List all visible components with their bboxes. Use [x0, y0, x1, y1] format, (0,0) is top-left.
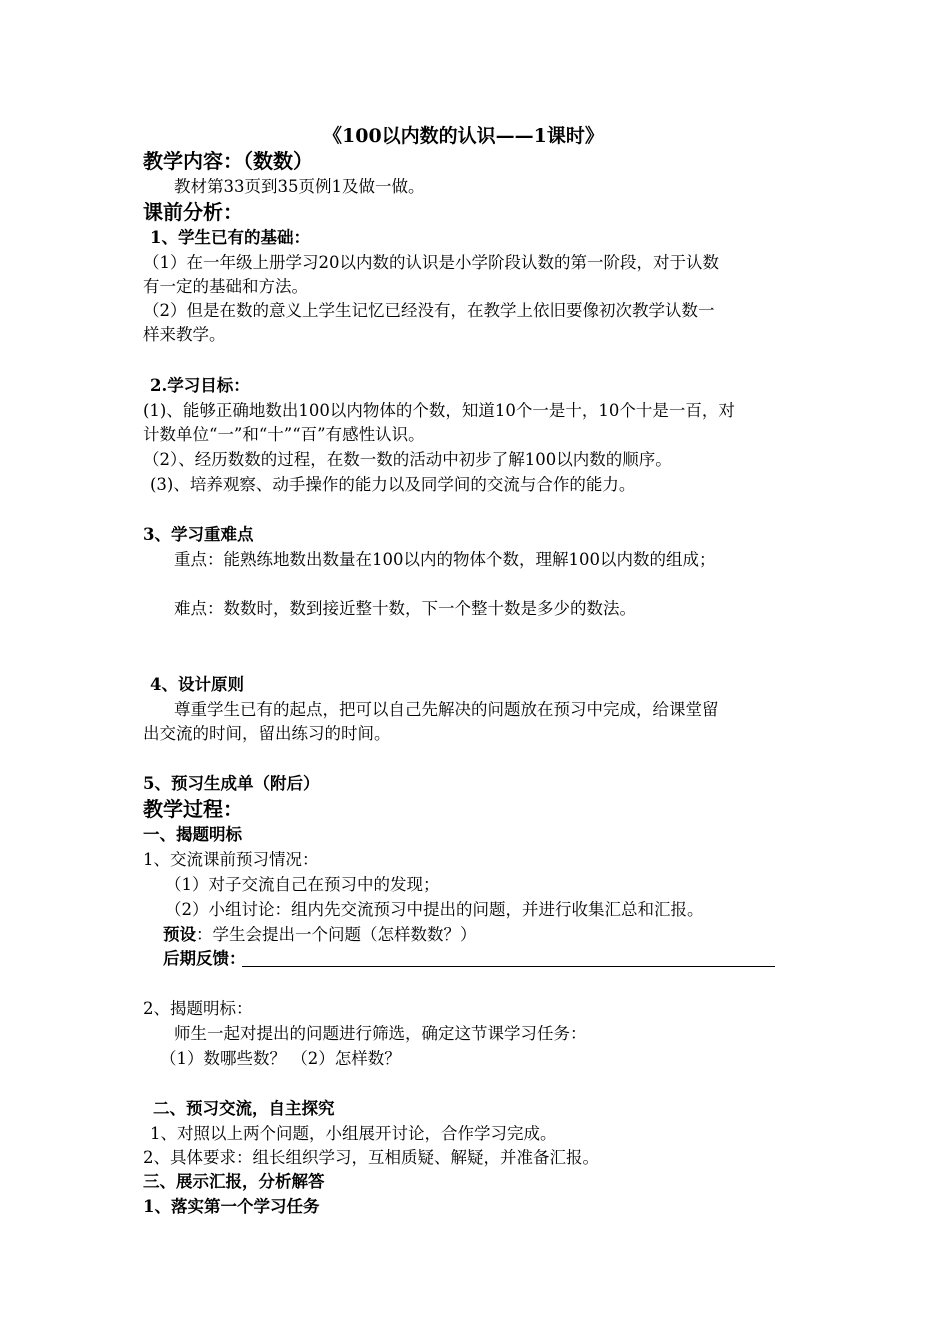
- preset-label: 预设: [163, 925, 196, 944]
- key-difficult-points-heading: 3、学习重难点: [143, 525, 254, 544]
- part-1-item-2: 2、揭题明标：: [143, 999, 253, 1018]
- document-title: 《100以内数的认识——1课时》: [323, 125, 604, 147]
- part-1-item-1: 1、交流课前预习情况：: [143, 850, 319, 869]
- feedback-colon: ：: [229, 949, 246, 968]
- feedback-line-label: [163, 947, 246, 971]
- goal-2: （2）、经历数数的过程，在数一数的活动中初步了解100以内数的顺序。: [143, 450, 672, 469]
- design-principle-line-2: 出交流的时间，留出练习的时间。: [143, 724, 391, 743]
- difficult-point-text: 难点：数数时，数到接近整十数，下一个整十数是多少的数法。: [174, 599, 636, 618]
- feedback-label: 后期反馈: [163, 949, 229, 968]
- design-principle-heading: 4、设计原则: [150, 675, 244, 694]
- goal-1-line-2: 计数单位“一”和“十”“百”有感性认识。: [143, 425, 425, 444]
- part-1-heading: 一、揭题明标: [143, 825, 242, 844]
- foundation-point-2-line-2: 样来教学。: [143, 325, 226, 344]
- key-point-text: 重点：能熟练地数出数量在100以内的物体个数，理解100以内数的组成；: [174, 550, 716, 569]
- preview-sheet-heading: 5、预习生成单（附后）: [143, 774, 320, 793]
- foundation-point-1-line-1: （1）在一年级上册学习20以内数的认识是小学阶段认数的第一阶段，对于认数: [143, 253, 719, 272]
- goal-1-line-1: (1)、能够正确地数出100以内物体的个数，知道10个一是十，10个十是一百，对: [143, 401, 735, 420]
- foundation-point-1-line-2: 有一定的基础和方法。: [143, 277, 308, 296]
- teaching-content-text: 教材第33页到35页例1及做一做。: [174, 177, 425, 196]
- design-principle-line-1: 尊重学生已有的起点，把可以自己先解决的问题放在预习中完成，给课堂留: [174, 700, 719, 719]
- part-1-item-1-a: （1）对子交流自己在预习中的发现；: [165, 875, 440, 894]
- student-foundation-heading: 1、学生已有的基础：: [150, 228, 310, 247]
- part-2-item-1: 1、对照以上两个问题，小组展开讨论，合作学习完成。: [150, 1124, 557, 1143]
- teaching-content-heading: 教学内容：（数数）: [143, 149, 313, 173]
- foundation-point-2-line-1: （2）但是在数的意义上学生记忆已经没有，在教学上依旧要像初次教学认数一: [143, 301, 715, 320]
- preset-line: [163, 923, 477, 947]
- learning-goals-heading: 2.学习目标：: [150, 376, 250, 395]
- goal-3: (3)、培养观察、动手操作的能力以及同学间的交流与合作的能力。: [150, 475, 636, 494]
- teaching-process-heading: 教学过程：: [143, 797, 243, 821]
- part-1-item-1-b: （2）小组讨论：组内先交流预习中提出的问题，并进行收集汇总和汇报。: [165, 900, 704, 919]
- part-3-item-1: 1、落实第一个学习任务: [143, 1197, 320, 1216]
- part-2-item-2: 2、具体要求：组长组织学习，互相质疑、解疑，并准备汇报。: [143, 1148, 599, 1167]
- part-3-heading: 三、展示汇报，分析解答: [143, 1172, 325, 1191]
- feedback-blank-underline: [242, 966, 775, 967]
- part-2-heading: 二、预习交流，自主探究: [153, 1099, 335, 1118]
- preset-text: ：学生会提出一个问题（怎样数数？）: [196, 925, 477, 944]
- pre-class-analysis-heading: 课前分析：: [143, 200, 243, 224]
- part-1-item-2-tasks: （1）数哪些数？ （2）怎样数？: [160, 1049, 401, 1068]
- part-1-item-2-text: 师生一起对提出的问题进行筛选，确定这节课学习任务：: [174, 1024, 587, 1043]
